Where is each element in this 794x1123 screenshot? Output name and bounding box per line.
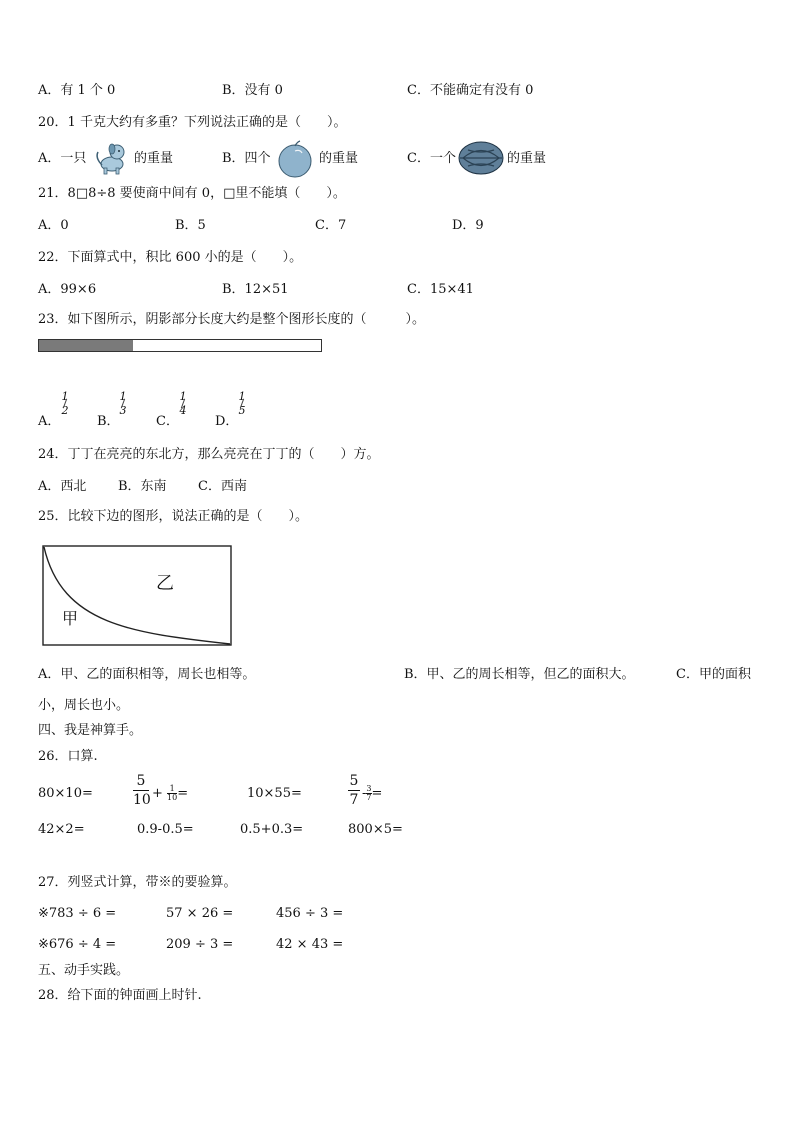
q23-option-c-fraction: 1 4 — [179, 390, 187, 417]
q23-bar — [38, 339, 322, 352]
q27-row2-expr-2: 209 ÷ 3 = — [166, 937, 234, 952]
q26-expr-8: 800×5= — [348, 822, 403, 837]
q27-row1-expr-2: 57 × 26 = — [166, 906, 234, 921]
q27-row2-expr-3: 42 × 43 = — [276, 937, 344, 952]
q26-expr-2-rest: + $\frac{1}{10}=$ — [152, 784, 189, 802]
q25-label-yi: 乙 — [156, 573, 174, 594]
q26-expr-7: 0.5+0.3= — [240, 822, 304, 837]
q22-stem: 22．下面算式中，积比 600 小的是（ ）。 — [38, 250, 303, 265]
q23-option-b-label: B． — [97, 414, 120, 429]
q21-stem: 21．8□8÷8 要使商中间有 0，□里不能填（ ）。 — [38, 186, 346, 201]
q23-option-a-label: A． — [38, 414, 61, 429]
q26-stem: 26．口算. — [38, 749, 98, 764]
q19-option-a: A．有 1 个 0 — [38, 83, 116, 98]
q25-figure — [42, 545, 232, 647]
section-5-heading: 五、动手实践。 — [38, 963, 130, 978]
watermelon-icon — [458, 141, 504, 175]
q26-expr-6: 0.9-0.5= — [137, 822, 194, 837]
q26-expr-1: 80×10= — [38, 786, 93, 801]
q21-option-a: A．0 — [38, 218, 69, 233]
q26-expr-4-rest: $-\frac{3}{7}=$ — [362, 784, 383, 802]
q27-row1-expr-1: ※783 ÷ 6 = — [38, 906, 117, 921]
q20-option-b-suffix: 的重量 — [319, 151, 359, 166]
q27-stem: 27．列竖式计算，带※的要验算。 — [38, 875, 237, 890]
q23-option-b-fraction: 1 3 — [119, 390, 127, 417]
q25-stem: 25．比较下边的图形，说法正确的是（ ）。 — [38, 509, 309, 524]
q22-option-a: A．99×6 — [38, 282, 97, 297]
q20-option-b-prefix: B．四个 — [222, 151, 271, 166]
q21-option-d: D．9 — [452, 218, 484, 233]
q23-option-a-fraction: 1 2 — [61, 390, 69, 417]
q26-expr-2-fraction: 5 10 — [133, 773, 151, 808]
q25-option-c: C．甲的面积 — [676, 667, 751, 682]
q20-stem: 20．1 千克大约有多重？下列说法正确的是（ ）。 — [38, 115, 347, 130]
q21-option-b: B．5 — [175, 218, 206, 233]
q20-option-c-suffix: 的重量 — [507, 151, 547, 166]
q24-option-a: A．西北 — [38, 479, 87, 494]
q25-option-b: B．甲、乙的周长相等，但乙的面积大。 — [404, 667, 635, 682]
apple-icon — [276, 139, 314, 179]
dog-icon — [92, 140, 128, 176]
q25-label-jia: 甲 — [62, 609, 79, 628]
q27-row1-expr-3: 456 ÷ 3 = — [276, 906, 344, 921]
section-4-heading: 四、我是神算手。 — [38, 723, 143, 738]
q25-option-c-continued: 小，周长也小。 — [38, 698, 130, 713]
q21-option-c: C．7 — [315, 218, 347, 233]
q22-option-c: C．15×41 — [407, 282, 474, 297]
q20-option-c-prefix: C．一个 — [407, 151, 456, 166]
q26-expr-3: 10×55= — [247, 786, 302, 801]
q26-expr-4-fraction: 5 7 — [349, 773, 359, 808]
q25-option-a: A．甲、乙的面积相等，周长也相等。 — [38, 667, 256, 682]
q23-option-d-fraction: 1 5 — [238, 390, 246, 417]
q24-option-c: C．西南 — [198, 479, 247, 494]
q19-option-b: B．没有 0 — [222, 83, 283, 98]
q22-option-b: B．12×51 — [222, 282, 289, 297]
q23-option-c-label: C． — [156, 414, 179, 429]
q26-expr-5: 42×2= — [38, 822, 85, 837]
q23-option-d-label: D． — [215, 414, 239, 429]
q20-option-a-suffix: 的重量 — [134, 151, 174, 166]
q20-option-a-prefix: A．一只 — [38, 151, 87, 166]
q23-shaded-part — [39, 340, 133, 351]
q19-option-c: C．不能确定有没有 0 — [407, 83, 534, 98]
q23-stem: 23．如下图所示，阴影部分长度大约是整个图形长度的（ ）。 — [38, 312, 426, 327]
q28-stem: 28．给下面的钟面画上时针. — [38, 988, 202, 1003]
q24-stem: 24．丁丁在亮亮的东北方，那么亮亮在丁丁的（ ）方。 — [38, 447, 380, 462]
q27-row2-expr-1: ※676 ÷ 4 = — [38, 937, 117, 952]
q24-option-b: B．东南 — [118, 479, 167, 494]
